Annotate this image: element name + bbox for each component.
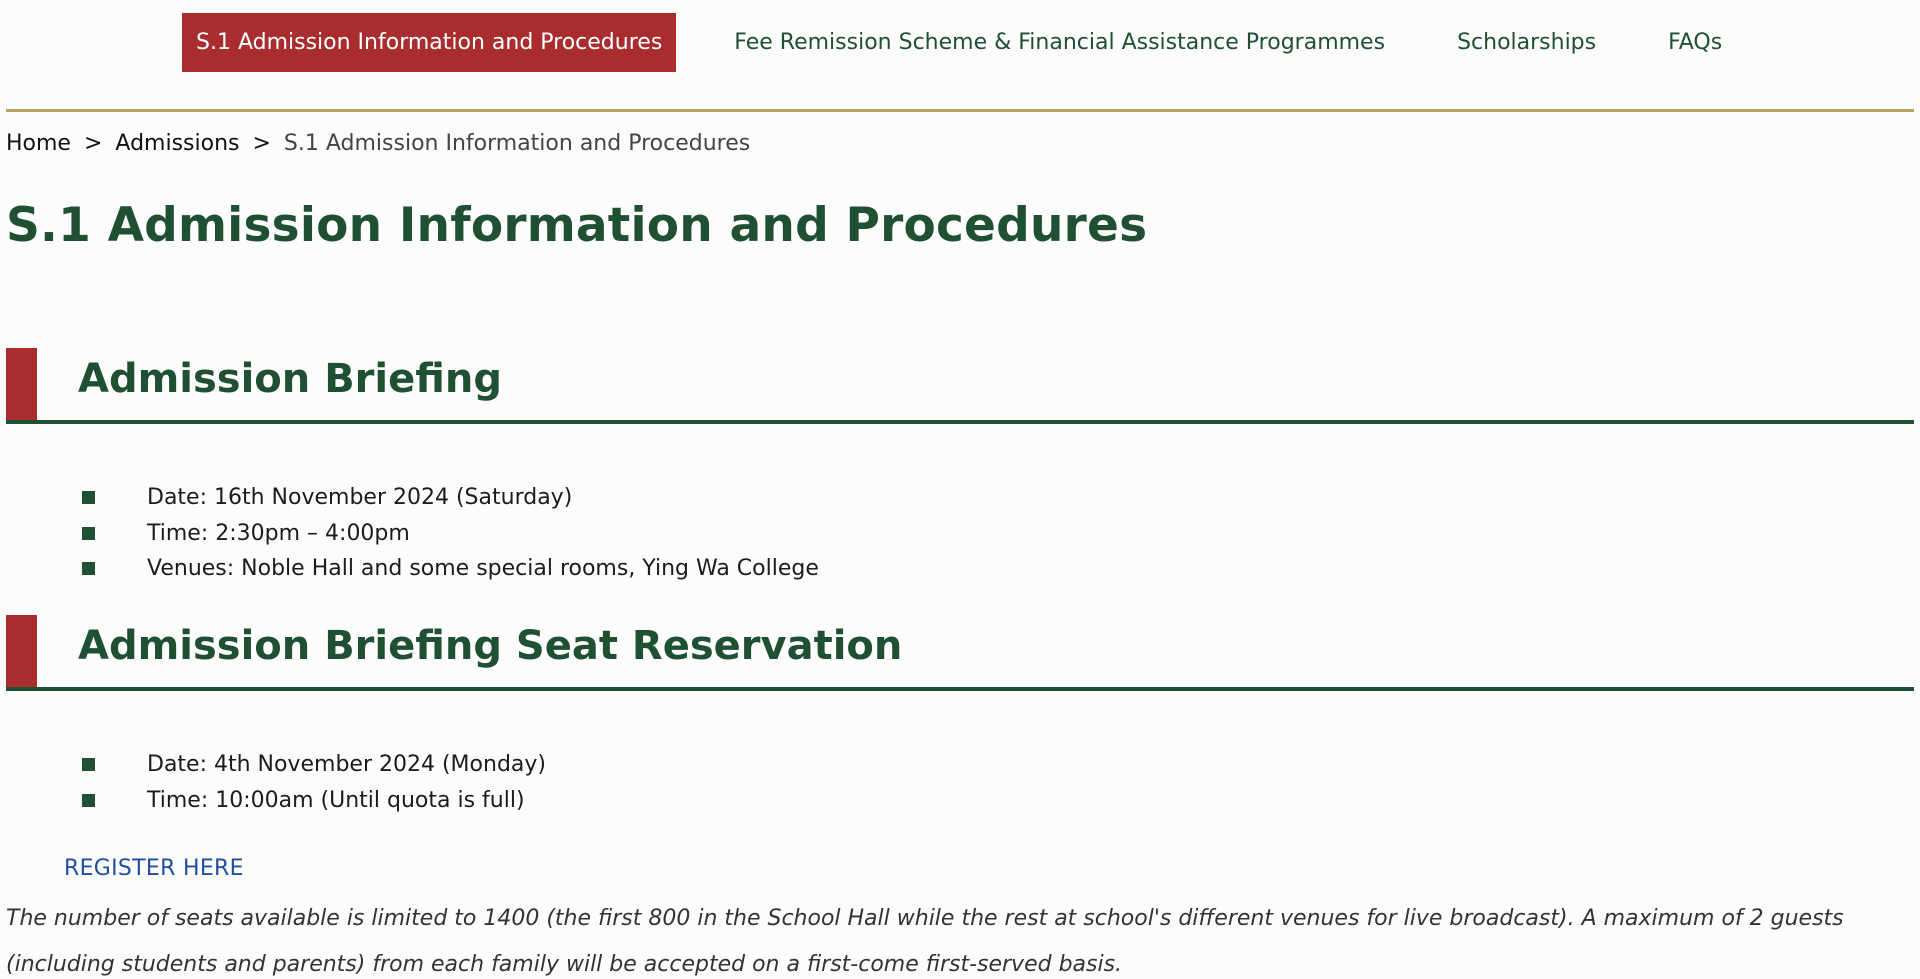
square-bullet-icon <box>82 758 95 771</box>
breadcrumb-current: S.1 Admission Information and Procedures <box>283 131 751 156</box>
list-item <box>82 783 546 819</box>
list-item-text: Venues: Noble Hall and some special rooms, Ying Wa College <box>147 556 819 582</box>
list-item <box>82 480 819 516</box>
square-bullet-icon <box>82 794 95 807</box>
subnav-item-s1-admission[interactable]: S.1 Admission Information and Procedures <box>182 13 676 72</box>
section-heading-seat-reservation <box>6 615 1914 691</box>
section-title: Admission Briefing Seat Reservation <box>78 623 903 669</box>
subnav-item-scholarships[interactable]: Scholarships <box>1457 30 1597 55</box>
breadcrumb-separator: > <box>252 131 271 156</box>
admissions-subnav <box>182 13 1722 72</box>
list-item <box>82 747 546 783</box>
breadcrumb-separator: > <box>83 131 103 156</box>
register-here-link[interactable]: REGISTER HERE <box>64 856 244 881</box>
list-item-text: Date: 4th November 2024 (Monday) <box>147 752 546 778</box>
list-item <box>82 551 819 587</box>
page-title: S.1 Admission Information and Procedures <box>6 198 1148 253</box>
list-item-text: Time: 10:00am (Until quota is full) <box>147 787 525 813</box>
reservation-details-list <box>82 747 546 818</box>
square-bullet-icon <box>82 527 95 540</box>
list-item-text: Date: 16th November 2024 (Saturday) <box>147 485 573 511</box>
section-accent-bar <box>6 348 37 420</box>
briefing-details-list <box>82 480 819 587</box>
breadcrumb-home-link[interactable]: Home <box>6 131 71 156</box>
section-heading-admission-briefing <box>6 348 1914 424</box>
square-bullet-icon <box>82 491 95 504</box>
section-accent-bar <box>6 615 37 687</box>
subnav-item-fee-remission[interactable]: Fee Remission Scheme & Financial Assistance Programmes <box>734 30 1386 55</box>
breadcrumb-admissions-link[interactable]: Admissions <box>115 131 240 156</box>
nav-divider <box>6 109 1914 112</box>
subnav-item-faqs[interactable]: FAQs <box>1668 30 1723 55</box>
list-item <box>82 516 819 552</box>
section-title: Admission Briefing <box>78 356 503 402</box>
breadcrumb <box>6 131 750 156</box>
list-item-text: Time: 2:30pm – 4:00pm <box>147 520 410 546</box>
seat-limit-note: The number of seats available is limited to 1400 (the first 800 in the School Hall while the rest at school's different venues for live broadcast). A maximum of 2 guests (including students and parents) from each family will be accepted on a first-come first-served basis. <box>6 906 1844 977</box>
square-bullet-icon <box>82 562 95 575</box>
